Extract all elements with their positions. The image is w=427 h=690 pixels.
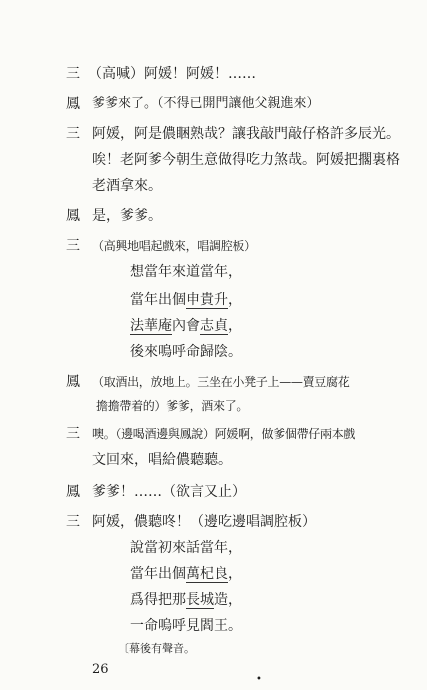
speaker: 鳳 bbox=[66, 484, 80, 500]
dialogue-line: （取酒出，放地上。三坐在小凳子上——賣豆腐花 bbox=[92, 375, 350, 389]
dialogue-line: 阿媛，儂聽咚！（邊吃邊唱調腔板） bbox=[92, 514, 316, 530]
dialogue-line: 唉！老阿爹今朝生意做得吃力煞哉。阿媛把擱裏格 bbox=[92, 152, 400, 168]
dialogue-line: （高喊）阿媛！阿媛！…… bbox=[88, 66, 256, 82]
song-line: 後來鳴呼命歸陰。 bbox=[130, 344, 242, 360]
song-line: 當年出個申貴升， bbox=[130, 292, 242, 308]
speaker: 鳳 bbox=[66, 374, 80, 390]
song-line: 想當年來道當年， bbox=[130, 264, 242, 280]
dialogue-line: 爹爹來了。（不得已開門讓他父親進來） bbox=[92, 96, 320, 111]
speaker: 三 bbox=[66, 238, 80, 254]
dialogue-line: 文回來，唱給儂聽聽。 bbox=[92, 452, 232, 468]
song-line: 一命嗚呼見閻王。 bbox=[130, 618, 242, 634]
dialogue-line: 是，爹爹。 bbox=[92, 208, 162, 224]
stage-direction: （高興地唱起戲來，唱調腔板） bbox=[92, 239, 256, 253]
song-line: 爲得把那長城造， bbox=[130, 592, 242, 608]
song-line: 法華庵內會志貞， bbox=[130, 318, 242, 334]
dialogue-line: 爹爹！……（欲言又止） bbox=[92, 484, 246, 500]
song-line: 當年出個萬杞良， bbox=[130, 566, 242, 582]
stage-note: 〔幕後有聲音。 bbox=[118, 642, 195, 655]
speaker: 三 bbox=[66, 426, 80, 442]
song-line: 說當初來話當年， bbox=[130, 540, 242, 556]
ink-dot: • bbox=[256, 674, 262, 685]
speaker: 三 bbox=[66, 126, 80, 142]
dialogue-line: 擔擔帶着的）爹爹，酒來了。 bbox=[96, 399, 249, 413]
dialogue-line: 阿媛，阿是儂睏熟哉？讓我敲門敲仔格許多辰光。 bbox=[92, 126, 400, 142]
speaker: 三 bbox=[66, 66, 80, 82]
dialogue-line: 噢。（邊喝酒邊與鳳說）阿媛啊，做爹個帶仔兩本戲 bbox=[92, 427, 356, 441]
speaker: 鳳 bbox=[66, 208, 80, 224]
speaker: 鳳 bbox=[66, 96, 80, 112]
speaker: 三 bbox=[66, 514, 80, 530]
page-number: 26 bbox=[92, 662, 109, 677]
dialogue-line: 老酒拿來。 bbox=[92, 178, 162, 194]
